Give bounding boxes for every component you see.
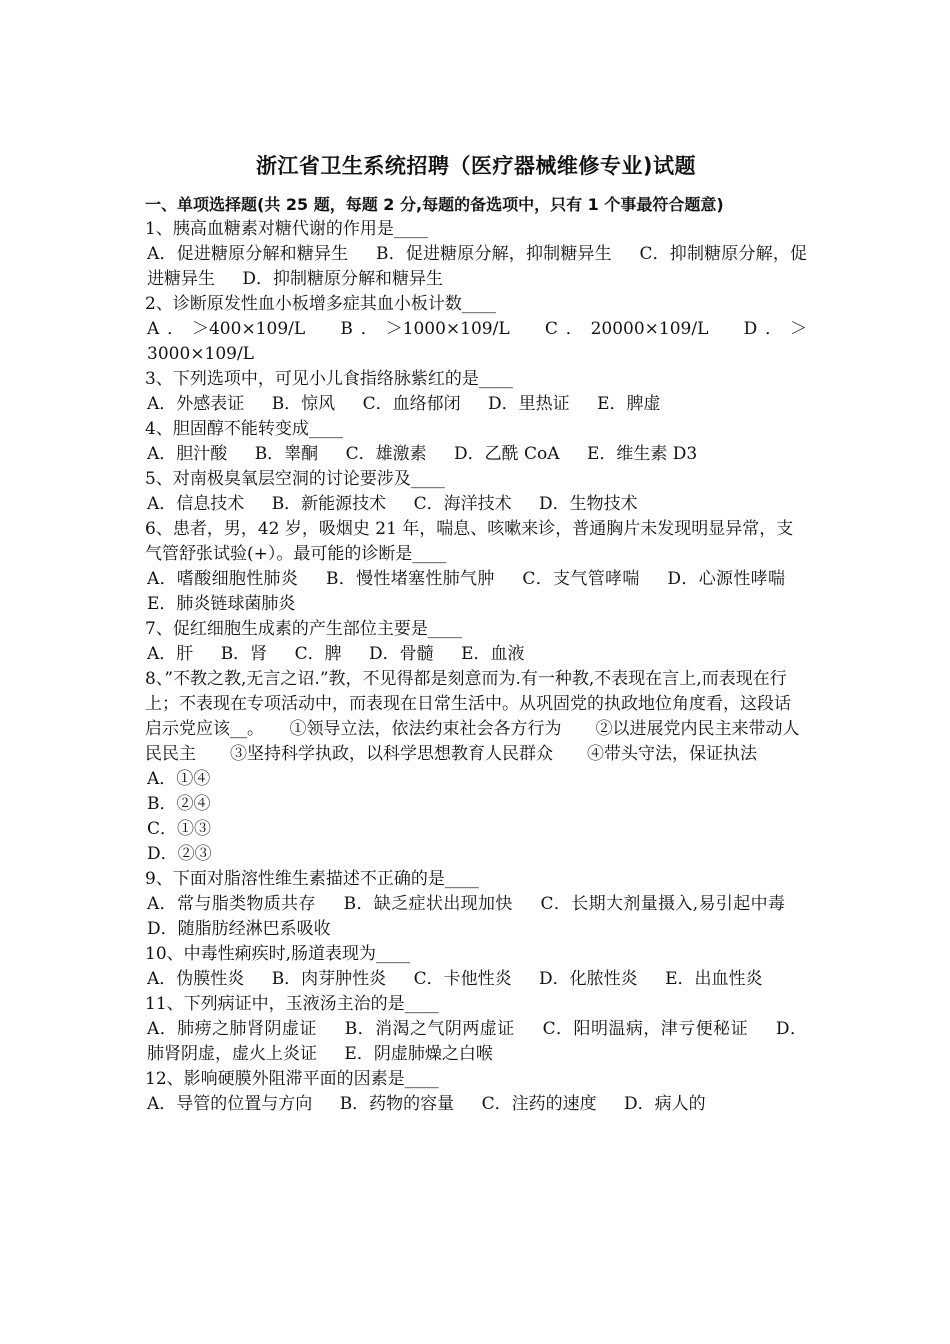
answer-option: A．①④: [147, 769, 211, 789]
answer-option: D．肺肾阴虚，虚火上炎证: [147, 1019, 808, 1064]
question-item: [145, 292, 807, 367]
answer-option: C．脾: [294, 644, 342, 664]
option-group: [145, 567, 807, 617]
document-page: [145, 150, 807, 1117]
answer-option: B．睾酮: [254, 444, 319, 464]
answer-option: C．阳明温病，津亏便秘证: [542, 1019, 749, 1039]
question-stem: 12、影响硬膜外阻滞平面的因素是____: [145, 1069, 439, 1089]
answer-option: D．抑制糖原分解和糖异生: [242, 269, 444, 289]
question-stem: 10、中毒性痢疾时,肠道表现为____: [145, 944, 411, 964]
answer-option: B．新能源技术: [271, 494, 387, 514]
question-stem: 7、促红细胞生成素的产生部位主要是____: [145, 619, 462, 639]
question-item: [145, 417, 807, 467]
question-stem: 2、诊断原发性血小板增多症其血小板计数____: [145, 294, 496, 314]
answer-option: E．阴虚肺燥之白喉: [344, 1044, 493, 1064]
option-group: [145, 242, 807, 292]
question-stem: 5、对南极臭氧层空洞的讨论要涉及____: [145, 469, 445, 489]
answer-option: B．消渴之气阴两虚证: [344, 1019, 515, 1039]
question-item: [145, 992, 807, 1067]
answer-option: D．心源性哮喘: [667, 569, 785, 589]
answer-option: C．抑制糖原分解，促进糖异生: [147, 244, 807, 289]
answer-option: E．出血性炎: [665, 969, 763, 989]
question-item: [145, 467, 807, 517]
answer-option: E．血液: [461, 644, 525, 664]
answer-option: C．卡他性炎: [413, 969, 512, 989]
question-stem: 6、患者，男，42 岁，吸烟史 21 年，喘息、咳嗽来诊，普通胸片未发现明显异常，支气管舒张试验(+）。最可能的诊断是____: [145, 519, 794, 564]
answer-option: B．惊风: [271, 394, 336, 414]
question-list: [145, 217, 807, 1117]
question-stem: 3、下列选项中，可见小儿食指络脉紫红的是____: [145, 369, 513, 389]
option-group: [145, 1017, 807, 1067]
answer-option: D．骨髓: [369, 644, 434, 664]
question-item: [145, 667, 807, 867]
answer-option: C．海洋技术: [413, 494, 512, 514]
answer-option: E．肺炎链球菌肺炎: [147, 594, 296, 614]
answer-option: D．化脓性炎: [539, 969, 638, 989]
answer-option: C．20000×109/L: [544, 319, 709, 339]
answer-option: B．缺乏症状出现加快: [343, 894, 513, 914]
page-title: 浙江省卫生系统招聘（医疗器械维修专业)试题: [255, 154, 697, 178]
answer-option: A．胆汁酸: [147, 444, 228, 464]
option-group: [145, 967, 807, 992]
question-item: [145, 367, 807, 417]
answer-option: A．肺痨之肺肾阴虚证: [147, 1019, 317, 1039]
option-group: [145, 442, 807, 467]
answer-option: C．雄激素: [345, 444, 427, 464]
answer-option: B．②④: [147, 794, 211, 814]
answer-option: A．导管的位置与方向: [147, 1094, 313, 1114]
question-item: [145, 617, 807, 667]
question-stem: 11、下列病证中，玉液汤主治的是____: [145, 994, 439, 1014]
question-stem: 9、下面对脂溶性维生素描述不正确的是____: [145, 869, 479, 889]
answer-option: B．肉芽肿性炎: [271, 969, 387, 989]
question-item: [145, 517, 807, 617]
question-item: [145, 867, 807, 942]
option-group: [145, 317, 807, 367]
question-stem: 8、”不教之教,无言之诏.”教，不见得都是刻意而为.有一种教,不表现在言上,而表现在行上；不表现在专项活动中，而表现在日常生活中。从巩固党的执政地位角度看，这段话启示党应该__。 ①领导立法，依法约束社会各方行为 ②以进展党内民主来带动人民民主 ③坚持科学执政，以科学思想教育人民群众 ④带头守法，保证执法: [145, 669, 800, 764]
answer-option: C．支气管哮喘: [522, 569, 640, 589]
question-item: [145, 942, 807, 992]
question-item: [145, 217, 807, 292]
answer-option: A．＞400×109/L: [147, 319, 306, 339]
answer-option: A．嗜酸细胞性肺炎: [147, 569, 299, 589]
option-group: [145, 492, 807, 517]
answer-option: A．伪膜性炎: [147, 969, 245, 989]
answer-option: C．长期大剂量摄入,易引起中毒: [540, 894, 785, 914]
answer-option: B．促进糖原分解，抑制糖异生: [375, 244, 612, 264]
answer-option: D．病人的: [624, 1094, 706, 1114]
option-group: [145, 392, 807, 417]
answer-option: A．肝: [147, 644, 194, 664]
answer-option: D．乙酰 CoA: [454, 444, 560, 464]
option-group: [145, 892, 807, 942]
answer-option: C．①③: [147, 819, 212, 839]
option-group: [145, 1092, 807, 1117]
answer-option: A．常与脂类物质共存: [147, 894, 316, 914]
answer-option: A．外感表证: [147, 394, 245, 414]
answer-option: D．生物技术: [539, 494, 638, 514]
answer-option: C．血络郁闭: [362, 394, 461, 414]
answer-option: E．维生素 D3: [586, 444, 698, 464]
question-stem: 1、胰高血糖素对糖代谢的作用是____: [145, 219, 428, 239]
question-item: [145, 1067, 807, 1117]
answer-option: A．促进糖原分解和糖异生: [147, 244, 349, 264]
answer-option: D．＞3000×109/L: [147, 319, 808, 364]
question-stem: 4、胆固醇不能转变成____: [145, 419, 343, 439]
section-heading: 一、单项选择题(共 25 题，每题 2 分,每题的备选项中，只有 1 个事最符合题意): [145, 195, 724, 214]
answer-option: B．肾: [220, 644, 268, 664]
answer-option: B．＞1000×109/L: [340, 319, 510, 339]
answer-option: B．药物的容量: [339, 1094, 455, 1114]
answer-option: A．信息技术: [147, 494, 245, 514]
option-group: [145, 642, 807, 667]
answer-option: E．脾虚: [597, 394, 661, 414]
answer-option: D．随脂肪经淋巴系吸收: [147, 919, 331, 939]
answer-option: C．注药的速度: [481, 1094, 597, 1114]
answer-option: D．里热证: [488, 394, 570, 414]
answer-option: D．②③: [147, 844, 212, 864]
answer-option: B．慢性堵塞性肺气肿: [325, 569, 495, 589]
